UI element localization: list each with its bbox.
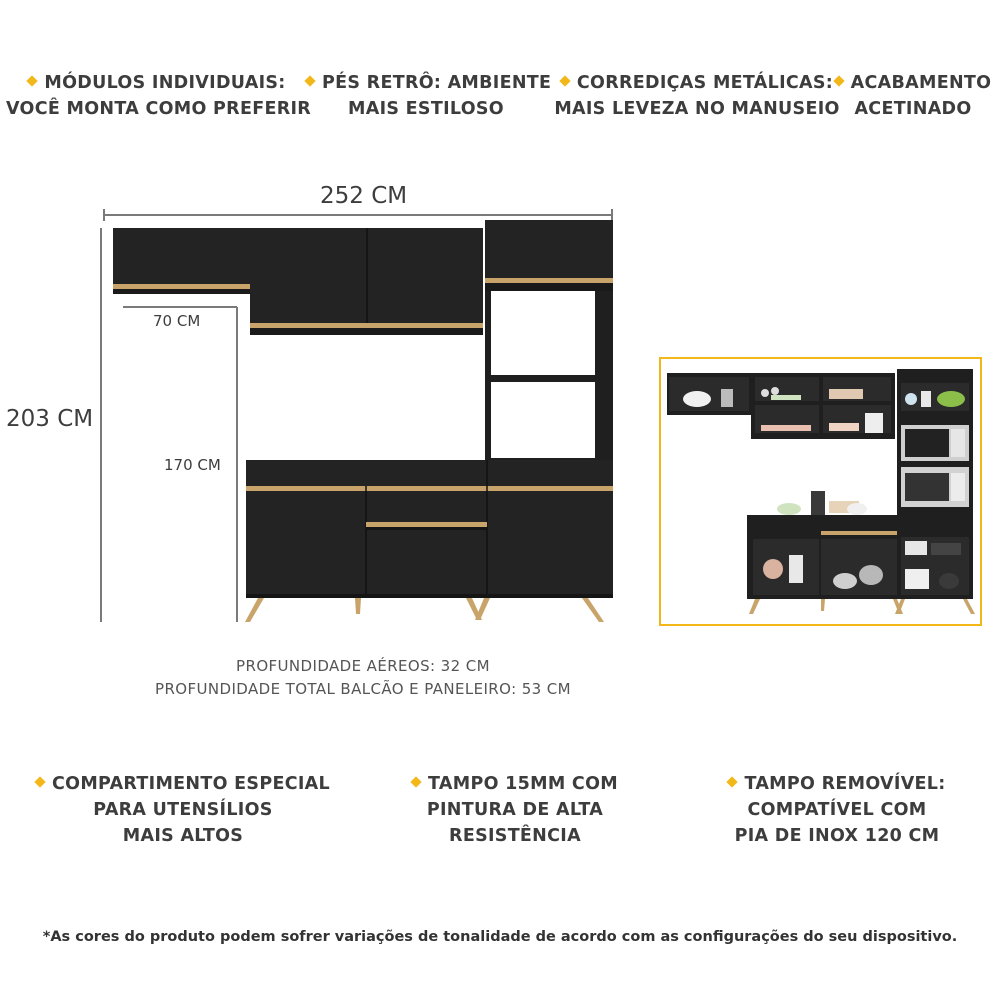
color-disclaimer: *As cores do produto podem sofrer variações de tonalidade de acordo com as configurações do seu dispositivo.	[42, 929, 958, 945]
bullet-diamond-icon	[34, 776, 45, 787]
base-cabinets	[246, 460, 613, 598]
tall-cabinet	[485, 220, 613, 464]
depth-notes	[0, 655, 726, 701]
wall-cabinets	[113, 228, 483, 335]
dimension-gap-bottom-label: 170 CM	[164, 456, 221, 474]
dimension-gap-top-label: 70 CM	[153, 312, 201, 330]
depth-aereos: PROFUNDIDADE AÉREOS: 32 CM	[236, 657, 490, 675]
feature-pes-retro: PÉS RETRÔ: AMBIENTE MAIS ESTILOSO	[306, 70, 546, 122]
bullet-diamond-icon	[410, 776, 421, 787]
feature-tampo-removivel: TAMPO REMOVÍVEL: COMPATÍVEL COM PIA DE INOX 120 CM	[722, 771, 952, 849]
retro-legs	[245, 598, 604, 622]
feature-modulos: MÓDULOS INDIVIDUAIS: VOCÊ MONTA COMO PREFERIR	[6, 73, 312, 119]
product-photo	[659, 357, 982, 626]
dimension-height-label: 203 CM	[6, 406, 94, 432]
kitchen-illustration	[661, 359, 980, 624]
dimension-width-label: 252 CM	[320, 183, 408, 209]
feature-corredicas: CORREDIÇAS METÁLICAS: MAIS LEVEZA NO MANUSEIO	[554, 73, 840, 119]
feature-compartimento: COMPARTIMENTO ESPECIAL PARA UTENSÍLIOS MAIS ALTOS	[30, 771, 336, 849]
feature-acabamento: ACABAMENTO ACETINADO	[830, 70, 996, 122]
feature-tampo-15mm: TAMPO 15MM COM PINTURA DE ALTA RESISTÊNCIA	[404, 771, 626, 849]
bullet-diamond-icon	[727, 776, 738, 787]
depth-balcao: PROFUNDIDADE TOTAL BALCÃO E PANELEIRO: 53 CM	[155, 680, 571, 698]
